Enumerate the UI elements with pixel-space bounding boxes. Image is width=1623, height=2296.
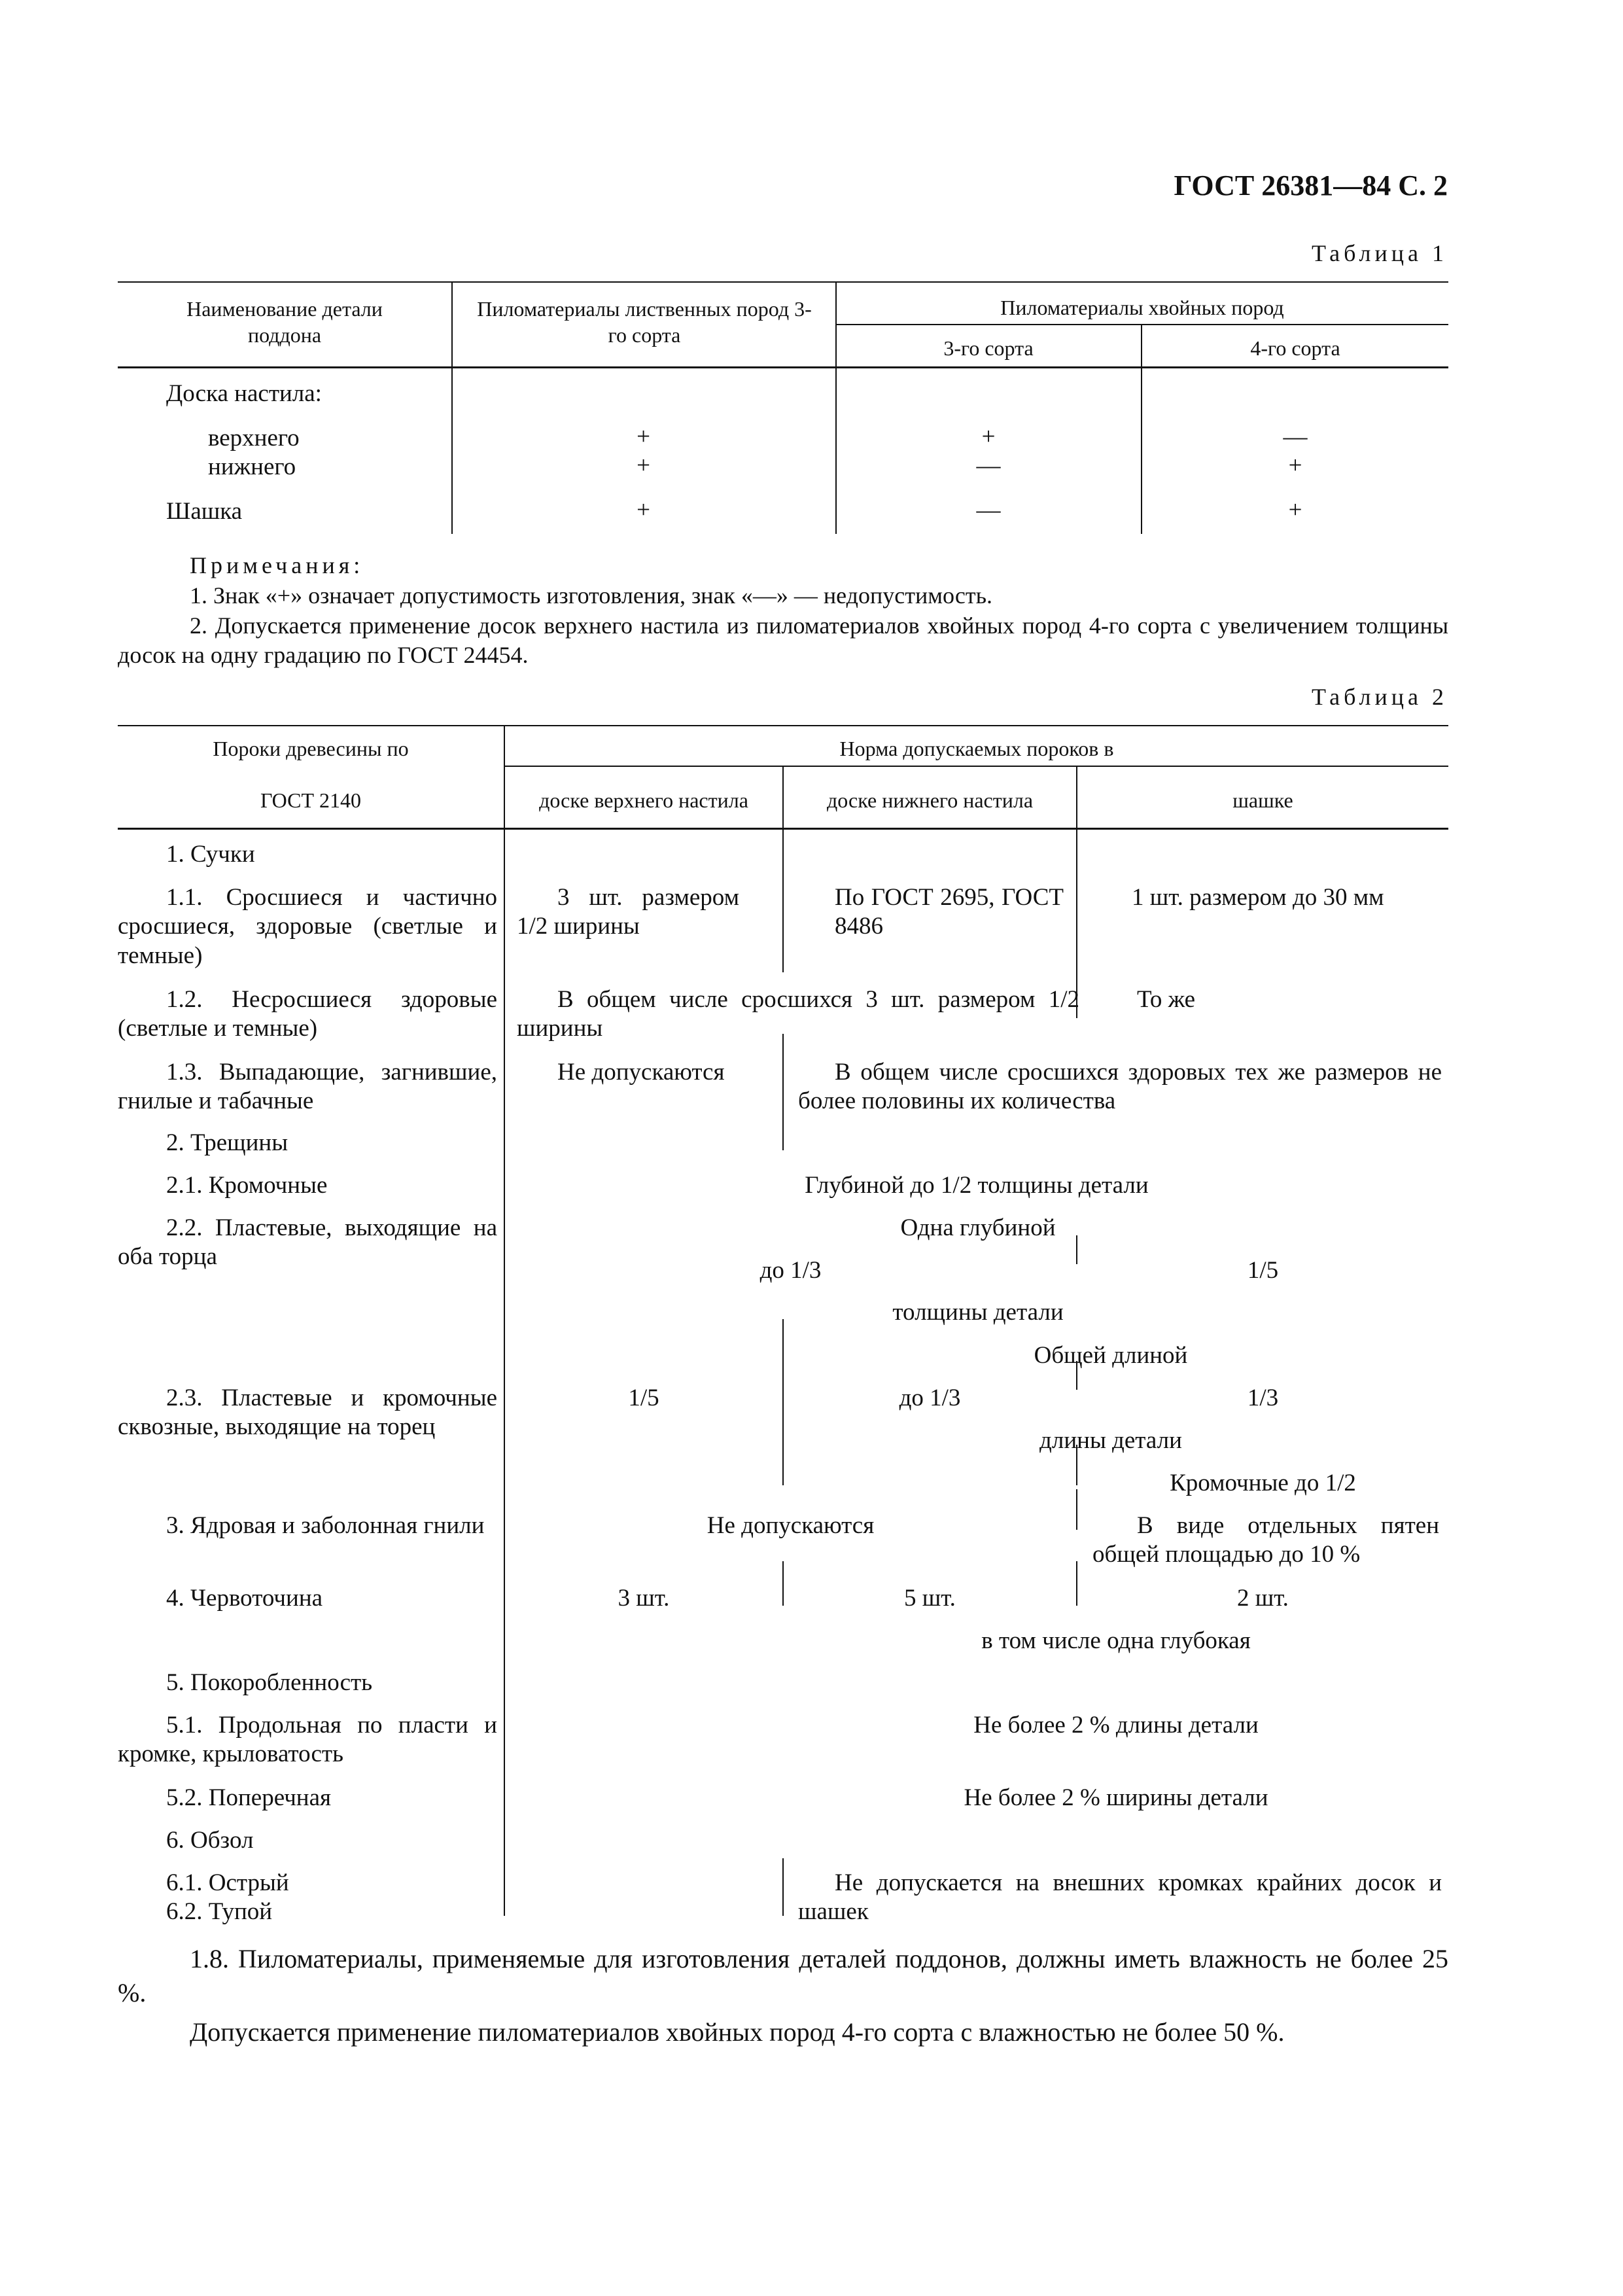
- table2-col-divider: [782, 1034, 784, 1150]
- cell-4-bottom: 5 шт.: [904, 1585, 956, 1612]
- table1-cell: +: [1288, 497, 1302, 523]
- defect-1-1: 1.1. Сросшиеся и частично сросшиеся, здоровые (светлые и темные): [118, 884, 497, 969]
- table1-cell: +: [1288, 452, 1302, 479]
- cell-2-3-a: Общей длиной: [1034, 1342, 1188, 1369]
- cell-1-1-top: 3 шт. размером 1/2 ширины: [517, 884, 739, 940]
- defect-3: 3. Ядровая и заболонная гнили: [166, 1512, 485, 1539]
- cell-1-1-block: 1 шт. размером до 30 мм: [1132, 884, 1384, 911]
- table2-header-block: шашке: [1232, 788, 1293, 812]
- cell-1-3-bottom-block: В общем числе сросшихся здоровых тех же размеров не более половины их количества: [798, 1059, 1442, 1115]
- table2-header-defects-standard: ГОСТ 2140: [260, 788, 362, 812]
- table2-header-top-deck: доске верхнего настила: [539, 788, 748, 812]
- cell-4-note: в том числе одна глубокая: [981, 1627, 1251, 1654]
- defect-6-2: 6.2. Тупой: [166, 1898, 273, 1925]
- defect-2-1: 2.1. Кромочные: [166, 1172, 328, 1199]
- cell-3-block: В виде отдельных пятен общей площадью до 10 %: [1092, 1512, 1439, 1568]
- cell-1-2-block: То же: [1137, 986, 1196, 1013]
- table1-cell: +: [637, 423, 650, 450]
- cell-6-bottom-block: Не допускается на внешних кромках крайних досок и шашек: [798, 1869, 1442, 1926]
- defect-5-2: 5.2. Поперечная: [166, 1784, 332, 1811]
- cell-2-2-d: толщины детали: [892, 1299, 1064, 1326]
- note-1: 1. Знак «+» означает допустимость изготовления, знак «—» — недопустимость.: [190, 582, 993, 609]
- cell-4-block: 2 шт.: [1237, 1585, 1289, 1612]
- paragraph-1-8: 1.8. Пиломатериалы, применяемые для изготовления деталей поддонов, должны иметь влажность не более 25 %.: [118, 1944, 1448, 2007]
- table2-col-divider: [504, 725, 505, 1916]
- table2-header-bottom-deck: доске нижнего настила: [826, 788, 1034, 812]
- table1-header-hardwood: Пиломатериалы лиственных пород 3-го сорта: [477, 297, 812, 347]
- table1-cell: +: [981, 423, 996, 450]
- table2-caption: Таблица 2: [1312, 684, 1448, 710]
- defect-2-2: 2.2. Пластевые, выходящие на оба торца: [118, 1214, 497, 1271]
- defect-6: 6. Обзол: [166, 1827, 254, 1854]
- table1-header-grade4: 4-го сорта: [1250, 336, 1340, 360]
- defect-1-3: 1.3. Выпадающие, загнившие, гнилые и табачные: [118, 1059, 497, 1115]
- cell-2-1-all: Глубиной до 1/2 толщины детали: [805, 1172, 1149, 1199]
- cell-2-2-top-bottom: до 1/3: [759, 1257, 822, 1284]
- table1-top-rule: [118, 281, 1448, 283]
- table2-top-rule: [118, 725, 1448, 726]
- defect-2-3: 2.3. Пластевые и кромочные сквозные, выходящие на торец: [118, 1385, 497, 1441]
- cell-2-3-top: 1/5: [628, 1385, 659, 1411]
- defect-4: 4. Червоточина: [166, 1585, 323, 1612]
- table1-cell: —: [976, 497, 1001, 523]
- cell-2-3-bottom: до 1/3: [899, 1385, 961, 1411]
- cell-2-3-e: Кромочные до 1/2: [1170, 1470, 1356, 1496]
- table1-cell: +: [637, 497, 650, 523]
- note-2: 2. Допускается применение досок верхнего настила из пиломатериалов хвойных пород 4-го сорта с увеличением толщины досок на одну градацию по ГОСТ 24454.: [118, 612, 1448, 668]
- defect-cracks: 2. Трещины: [166, 1129, 288, 1156]
- table2-subheader-rule: [504, 766, 1448, 767]
- defect-1-2: 1.2. Несросшиеся здоровые (светлые и темные): [118, 986, 497, 1042]
- table1-row-name: верхнего: [208, 425, 300, 451]
- defect-5: 5. Покоробленность: [166, 1669, 373, 1696]
- table1-caption: Таблица 1: [1312, 240, 1448, 266]
- cell-5-1-all: Не более 2 % длины детали: [973, 1712, 1259, 1739]
- cell-4-top: 3 шт.: [618, 1585, 670, 1612]
- cell-1-2-top-bottom: В общем числе сросшихся 3 шт. размером 1/2 ширины: [517, 986, 1079, 1042]
- table2-header-defects: Пороки древесины по: [213, 737, 409, 760]
- table1-row-name: Шашка: [166, 498, 243, 525]
- defect-5-1: 5.1. Продольная по пласти и кромке, крыловатость: [118, 1712, 497, 1768]
- defect-knots: 1. Сучки: [166, 841, 255, 868]
- cell-5-2-all: Не более 2 % ширины детали: [964, 1784, 1268, 1811]
- cell-3-top-bottom: Не допускаются: [707, 1512, 875, 1539]
- table1-cell: +: [637, 452, 650, 479]
- paragraph-softwood-humidity: Допускается применение пиломатериалов хвойных пород 4-го сорта с влажностью не более 50 %.: [190, 2017, 1285, 2047]
- cell-2-3-block: 1/3: [1247, 1385, 1279, 1411]
- table2-col-divider: [782, 1858, 784, 1916]
- table1-header-grade3: 3-го сорта: [943, 336, 1034, 360]
- table1-header-part: Наименование детали поддона: [186, 297, 383, 347]
- table1-group-label: Доска настила:: [166, 380, 322, 407]
- cell-2-3-d: длины детали: [1039, 1427, 1182, 1454]
- cell-2-2-block: 1/5: [1247, 1257, 1279, 1284]
- table2-header-norm: Норма допускаемых пороков в: [839, 737, 1114, 760]
- table1-row-name: нижнего: [208, 453, 296, 480]
- table1-header-softwood: Пиломатериалы хвойных пород: [1000, 296, 1284, 319]
- table1-cell: —: [976, 452, 1001, 479]
- table1-subheader-rule: [836, 324, 1448, 325]
- cell-1-3-top: Не допускаются: [557, 1059, 725, 1086]
- document-header: ГОСТ 26381—84 С. 2: [1174, 169, 1448, 202]
- defect-6-1: 6.1. Острый: [166, 1869, 289, 1896]
- cell-2-2-a: Одна глубиной: [900, 1214, 1056, 1241]
- notes-title: Примечания:: [190, 552, 364, 578]
- cell-1-1-bottom: По ГОСТ 2695, ГОСТ 8486: [835, 884, 1064, 940]
- table2-col-divider: [782, 828, 784, 972]
- table1-cell: —: [1283, 423, 1308, 450]
- table1-header-rule: [118, 366, 1448, 368]
